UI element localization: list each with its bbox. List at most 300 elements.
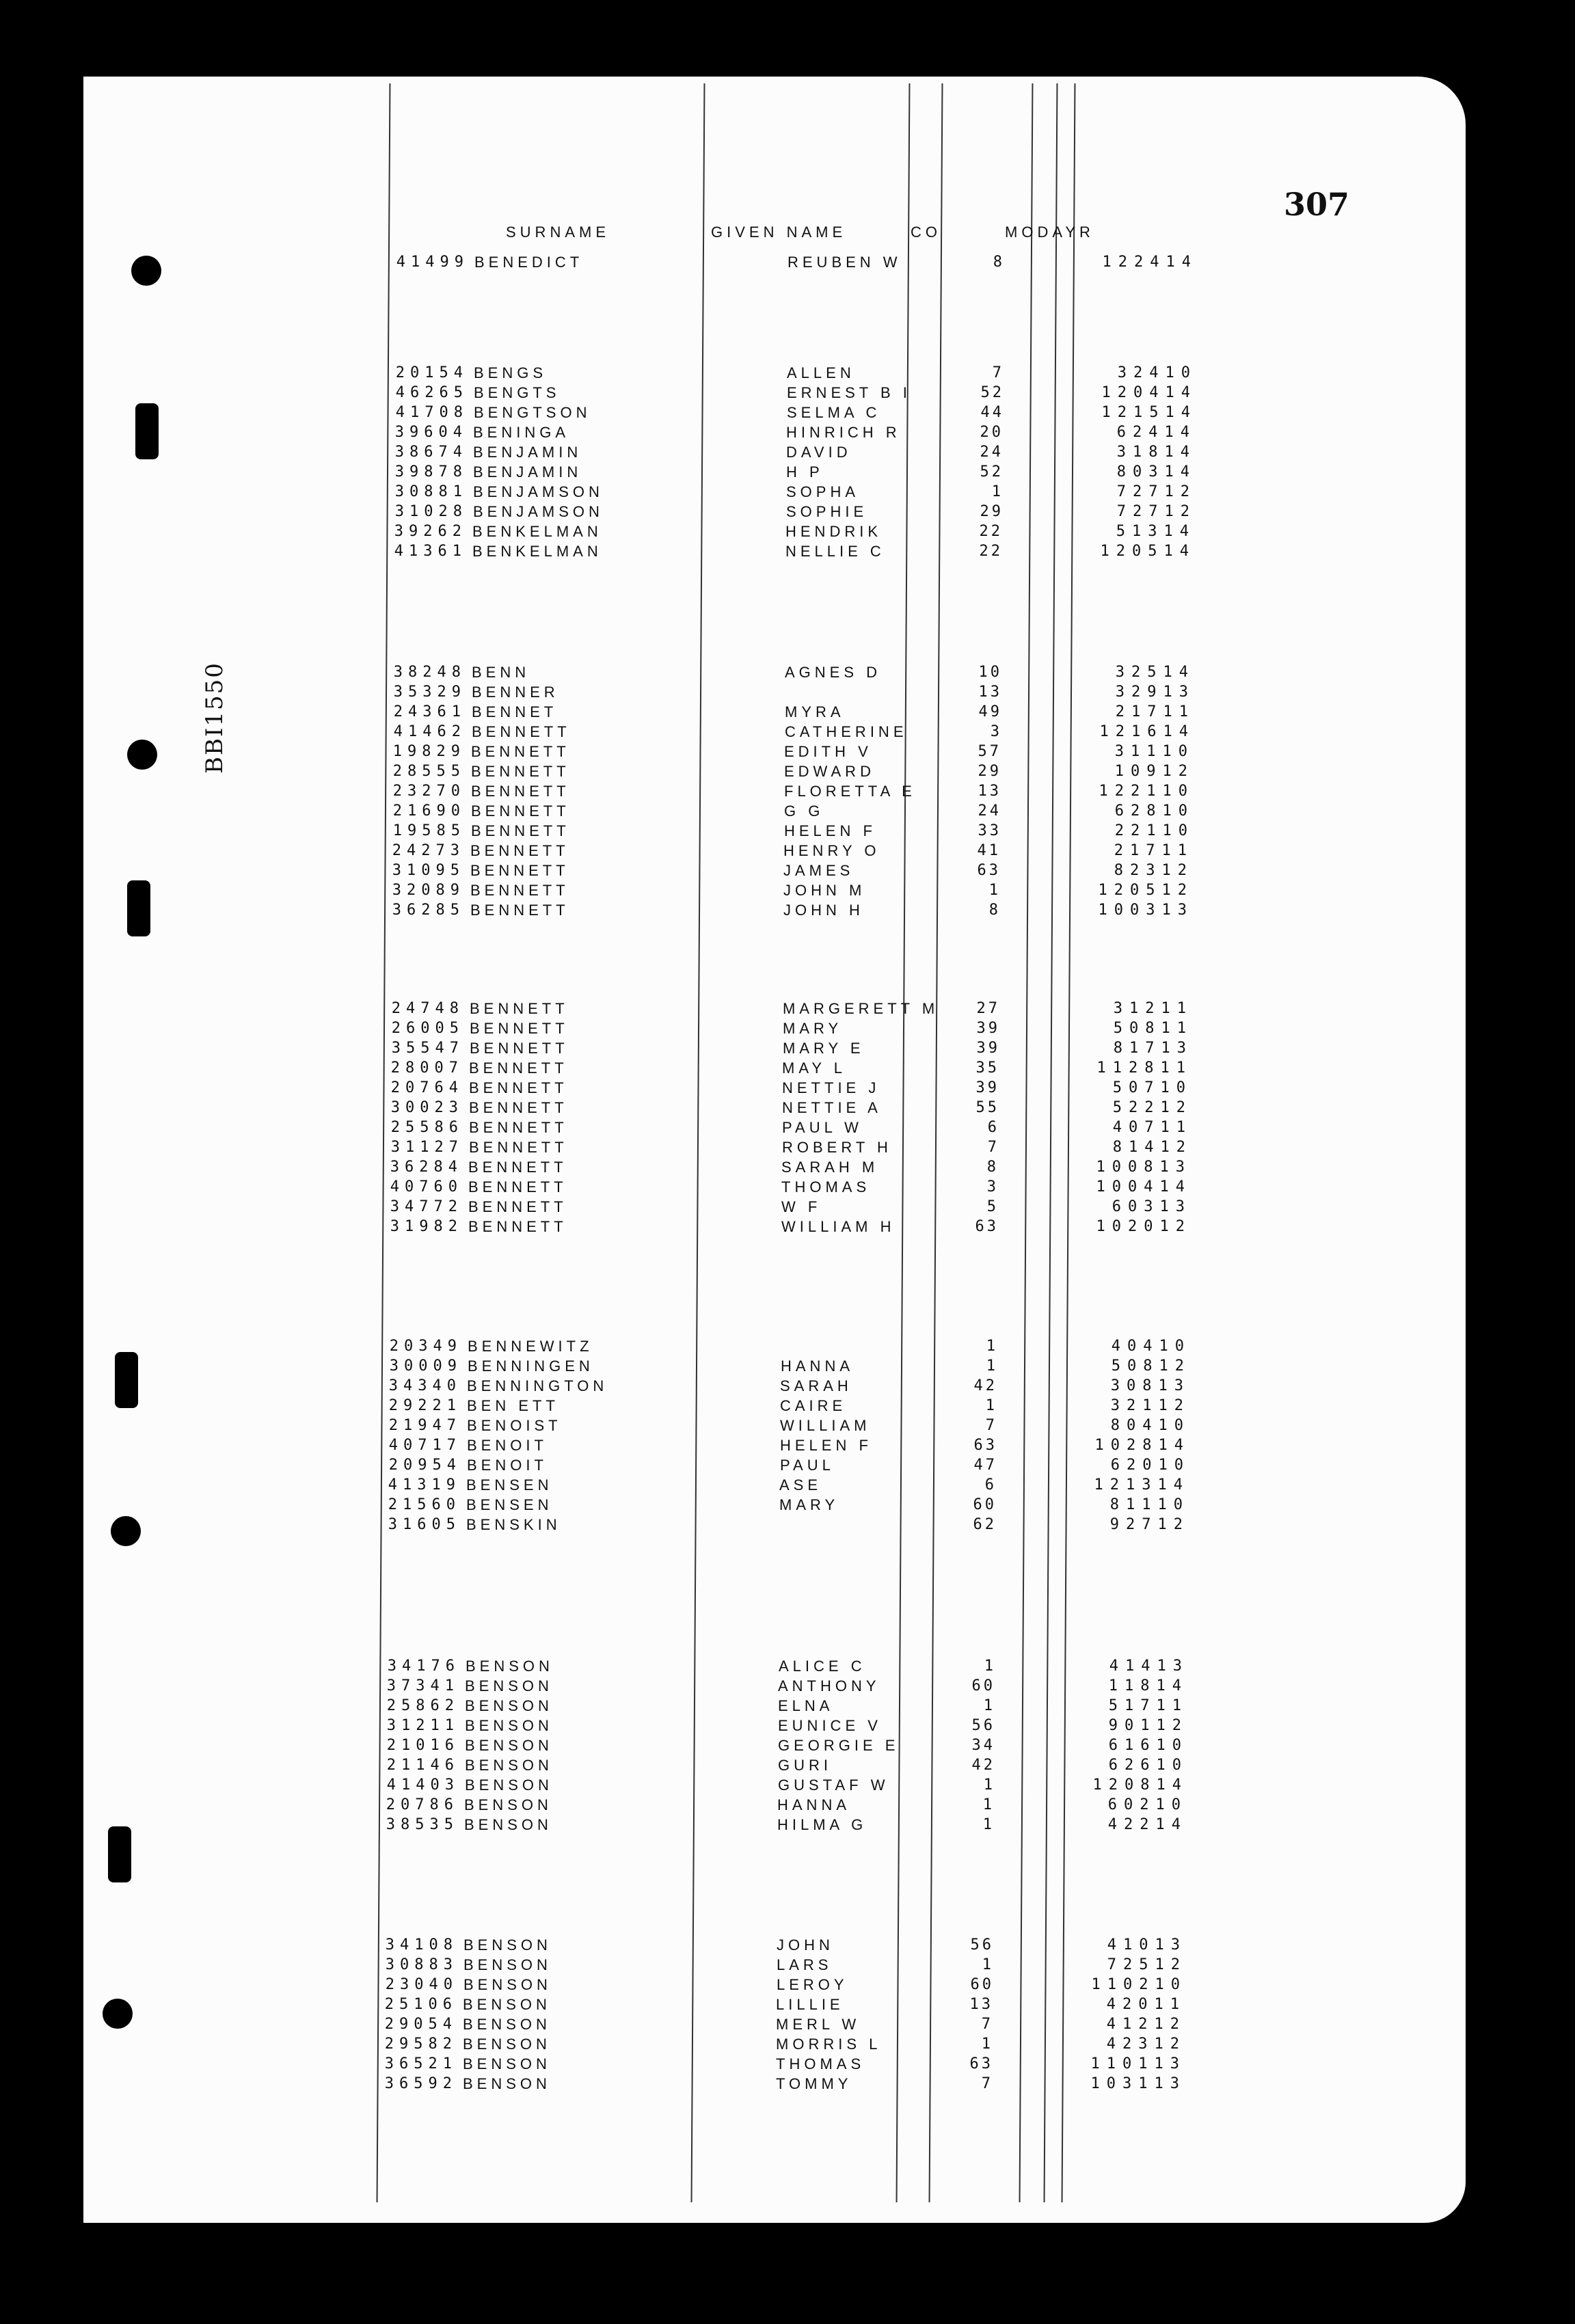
record-row [83,1657,1373,1676]
record-surname: BENSON [465,1677,553,1694]
record-given-name: EDWARD [784,763,875,780]
record-number: 25586 [390,1119,463,1136]
record-number: 41361 [394,543,467,560]
record-date: 121314 [1094,1476,1189,1494]
record-number: 39262 [394,523,467,540]
record-surname: BENNINGEN [468,1357,594,1375]
record-given-name: GEORGIE E [778,1737,900,1754]
record-county: 27 [976,1000,1000,1017]
record-county: 1 [983,1776,995,1794]
record-number: 31127 [390,1139,463,1156]
record-row [83,1396,1375,1416]
record-given-name: GUSTAF W [778,1776,889,1794]
record-row [83,1079,1377,1098]
record-county: 1 [988,882,1001,899]
record-surname: BENNETT [470,902,569,919]
record-county: 8 [993,254,1005,271]
record-row [83,502,1381,522]
record-given-name: NETTIE A [782,1099,882,1116]
record-surname: BENJAMSON [473,483,604,500]
record-given-name: HINRICH R [786,424,901,441]
record-given-name: AGNES D [785,664,882,681]
record-county: 60 [971,1677,995,1694]
record-surname: BENSON [463,1936,552,1954]
record-number: 41499 [396,254,469,271]
record-surname: BENNETT [471,802,570,820]
record-surname: BENNETT [470,842,569,859]
record-surname: BENNETT [468,1159,567,1176]
record-surname: BENKELMAN [472,523,602,540]
record-given-name: HANNA [777,1796,851,1813]
record-row [83,1436,1375,1455]
record-given-name: G G [784,802,824,820]
record-number: 29054 [384,2016,457,2033]
record-number: 31605 [388,1516,461,1533]
record-county: 8 [986,1159,999,1176]
record-date: 11814 [1108,1677,1188,1694]
record-row [83,1178,1376,1197]
record-county: 1 [986,1357,998,1375]
record-given-name: JAMES [783,862,854,879]
record-row [83,782,1379,801]
record-given-name: ASE [779,1476,822,1494]
record-number: 30883 [385,1956,458,1973]
record-given-name: DAVID [786,444,852,461]
record-row [83,999,1377,1018]
record-number: 20154 [395,364,468,381]
record-county: 1 [983,1697,995,1714]
record-given-name: MARY [783,1020,843,1037]
record-date: 62010 [1110,1457,1190,1474]
record-surname: BENJAMIN [473,463,582,481]
record-date: 120414 [1101,384,1197,401]
record-number: 30009 [389,1357,462,1375]
record-row [83,1677,1373,1696]
record-surname: BENSON [464,1796,552,1813]
record-row [83,1456,1375,1475]
record-number: 31211 [386,1717,459,1734]
record-date: 100414 [1096,1178,1192,1195]
record-number: 24748 [391,1000,464,1017]
record-row [83,364,1382,383]
record-date: 122414 [1102,254,1198,271]
record-surname: BENNETT [471,743,570,760]
record-county: 1 [982,1796,995,1813]
record-county: 39 [976,1020,1000,1037]
record-county: 1 [982,1956,994,1973]
record-given-name: ROBERT H [782,1139,892,1156]
record-date: 72512 [1107,1956,1187,1973]
record-given-name: THOMAS [781,1178,871,1195]
record-number: 41319 [388,1476,461,1494]
record-surname: BENSEN [466,1476,553,1494]
record-surname: BENSON [465,1717,553,1734]
record-number: 36284 [390,1159,463,1176]
record-county: 20 [980,424,1004,441]
record-surname: BENSON [465,1757,553,1774]
record-row [83,1815,1372,1835]
record-date: 51711 [1108,1697,1188,1714]
record-date: 42214 [1107,1816,1187,1833]
record-row [83,1956,1371,1975]
record-county: 42 [973,1377,997,1394]
record-surname: BENNETT [470,862,569,879]
record-date: 31211 [1113,1000,1193,1017]
record-county: 63 [975,1218,999,1235]
record-number: 28007 [390,1059,463,1077]
record-surname: BENSKIN [466,1516,561,1533]
record-surname: BENSON [463,2016,551,2033]
record-row [83,253,1382,272]
record-date: 40410 [1111,1338,1191,1355]
record-surname: BENSON [465,1697,553,1714]
record-number: 26005 [391,1020,464,1037]
record-given-name: SOPHA [786,483,860,500]
record-row [83,901,1378,920]
record-county: 29 [978,763,1001,780]
record-number: 37341 [386,1677,459,1694]
record-row [83,861,1378,880]
record-county: 52 [980,463,1004,481]
record-date: 81110 [1109,1496,1189,1513]
record-number: 34108 [385,1936,458,1954]
record-county: 5 [986,1198,999,1215]
record-date: 120512 [1098,882,1194,899]
record-number: 19585 [392,822,466,839]
record-number: 40760 [390,1178,463,1195]
record-row [83,1476,1374,1495]
record-number: 24361 [393,703,466,720]
record-date: 30813 [1110,1377,1190,1394]
record-given-name: MERL W [776,2016,861,2033]
record-number: 23040 [385,1976,458,1993]
record-given-name: ALLEN [787,364,855,381]
record-date: 72712 [1116,483,1196,500]
record-county: 22 [979,543,1003,560]
record-county: 63 [977,862,1001,879]
record-row [83,822,1379,841]
record-date: 62414 [1116,424,1196,441]
record-date: 21711 [1114,842,1194,859]
record-date: 41413 [1109,1658,1189,1675]
header-given-name: GIVEN NAME [711,224,847,241]
record-given-name: REUBEN W [788,254,902,271]
record-row [83,1796,1372,1815]
record-date: 90112 [1108,1717,1188,1734]
record-row [83,522,1380,541]
record-number: 23270 [392,783,466,800]
record-given-name: WILLIAM [780,1417,871,1434]
header-date: MODAYR [1005,224,1094,241]
record-surname: BENSON [463,2036,551,2053]
record-row [83,443,1381,462]
record-surname: BENSON [465,1776,553,1794]
record-date: 32913 [1115,684,1195,701]
record-county: 39 [975,1079,999,1096]
record-surname: BENGTS [474,384,561,401]
record-number: 21146 [386,1757,459,1774]
record-number: 36592 [384,2075,457,2092]
record-county: 1 [984,1658,996,1675]
record-number: 25862 [386,1697,459,1714]
record-date: 100313 [1098,902,1194,919]
record-county: 42 [971,1757,995,1774]
record-given-name: HENDRIK [785,523,883,540]
record-surname: BENNETT [468,1178,567,1195]
record-county: 1 [982,1816,995,1833]
record-given-name: HELEN F [784,822,876,839]
record-row [83,1039,1377,1058]
record-given-name: MAY L [782,1059,846,1077]
record-county: 7 [981,2075,993,2092]
record-number: 46265 [395,384,468,401]
record-row [83,1357,1375,1376]
record-given-name: PAUL [780,1457,835,1474]
record-given-name: HILMA G [777,1816,867,1833]
record-row [83,802,1379,821]
record-surname: BENKELMAN [472,543,602,560]
record-county: 3 [990,723,1002,740]
record-number: 34340 [388,1377,461,1394]
record-row [83,1059,1377,1078]
record-surname: BENSON [465,1737,553,1754]
record-date: 60210 [1107,1796,1187,1813]
record-date: 100813 [1096,1159,1192,1176]
record-surname: BENNETT [471,783,570,800]
record-number: 41462 [393,723,466,740]
record-county: 7 [992,364,1004,381]
record-county: 7 [981,2016,993,2033]
record-surname: BENOIT [467,1457,548,1474]
record-number: 19829 [392,743,466,760]
record-surname: BENNETT [470,1040,569,1057]
record-given-name: MARGERETT M [783,1000,939,1017]
record-date: 60313 [1112,1198,1192,1215]
record-surname: BENNETT [468,1218,567,1235]
record-row [83,1716,1373,1735]
record-row [83,683,1379,702]
record-given-name: SELMA C [787,404,881,421]
record-surname: BENJAMIN [473,444,582,461]
record-date: 40711 [1112,1119,1192,1136]
record-given-name: EDITH V [784,743,872,760]
record-row [83,841,1378,861]
record-county: 1 [986,1338,998,1355]
record-date: 81412 [1112,1139,1192,1156]
record-given-name: HENRY O [783,842,880,859]
record-surname: BENOIT [467,1437,548,1454]
record-given-name: EUNICE V [778,1717,882,1734]
record-given-name: SARAH [780,1377,852,1394]
record-row [83,1416,1375,1435]
record-date: 112811 [1096,1059,1192,1077]
record-given-name: TOMMY [776,2075,852,2092]
record-county: 1 [991,483,1004,500]
record-number: 40717 [388,1437,461,1454]
record-surname: BENNETT [468,1198,567,1215]
record-date: 52212 [1112,1099,1192,1116]
record-surname: BENNETT [469,1059,568,1077]
record-county: 1 [985,1397,997,1414]
record-number: 38248 [393,664,466,681]
record-surname: BENNETT [470,1020,569,1037]
record-number: 24273 [392,842,465,859]
record-surname: BENEDICT [474,254,584,271]
record-date: 61610 [1108,1737,1188,1754]
page-number: 307 [1283,186,1349,223]
record-given-name: PAUL W [782,1119,863,1136]
record-county: 6 [984,1476,997,1494]
record-surname: BENNETT [469,1139,568,1156]
record-date: 81713 [1113,1040,1193,1057]
record-date: 32410 [1117,364,1197,381]
record-county: 60 [973,1496,997,1513]
record-row [83,463,1381,482]
record-number: 31028 [394,503,468,520]
record-county: 22 [979,523,1003,540]
record-row [83,722,1379,742]
record-row [83,1515,1374,1535]
record-number: 35547 [391,1040,464,1057]
record-date: 72712 [1116,503,1196,520]
record-date: 32514 [1115,664,1195,681]
record-county: 63 [969,2055,993,2072]
record-row [83,1756,1373,1775]
record-row [83,1138,1377,1157]
record-given-name: NETTIE J [782,1079,880,1096]
record-county: 13 [978,783,1001,800]
record-county: 24 [978,802,1001,820]
record-row [83,2075,1371,2094]
record-number: 38535 [386,1816,459,1833]
record-county: 34 [971,1737,995,1754]
record-date: 32112 [1110,1397,1190,1414]
record-given-name: SARAH M [781,1159,879,1176]
record-date: 62610 [1108,1757,1188,1774]
record-row [83,1217,1376,1237]
record-row [83,703,1379,722]
record-county: 29 [980,503,1004,520]
record-number: 31095 [392,862,465,879]
record-row [83,1118,1377,1137]
record-county: 52 [980,384,1004,401]
record-surname: BENSON [463,2075,551,2092]
record-number: 21947 [388,1417,461,1434]
record-given-name: CAIRE [780,1397,847,1414]
record-given-name: NELLIE C [785,543,885,560]
record-number: 39604 [394,424,468,441]
record-date: 42312 [1106,2036,1186,2053]
record-surname: BENNETT [469,1099,568,1116]
record-county: 49 [978,703,1002,720]
record-number: 38674 [394,444,468,461]
record-number: 36521 [384,2055,457,2072]
record-surname: BENSON [466,1658,554,1675]
record-given-name: LARS [777,1956,833,1973]
record-date: 80314 [1116,463,1196,481]
record-date: 50812 [1111,1357,1191,1375]
record-date: 103113 [1090,2075,1186,2092]
record-surname: BEN ETT [467,1397,559,1414]
record-number: 20954 [388,1457,461,1474]
record-number: 39878 [394,463,468,481]
record-number: 28555 [392,763,466,780]
record-date: 121614 [1099,723,1195,740]
record-row [83,403,1382,422]
record-row [83,1098,1377,1118]
record-given-name: LEROY [777,1976,848,1993]
record-date: 122110 [1099,783,1194,800]
record-number: 21690 [392,802,466,820]
record-date: 50710 [1112,1079,1192,1096]
record-given-name: MORRIS L [776,2036,882,2053]
record-number: 34772 [390,1198,463,1215]
record-given-name: MYRA [785,703,845,720]
record-number: 41403 [386,1776,459,1794]
record-surname: BENNET [472,703,558,720]
record-row [83,1158,1376,1177]
binder-slot [108,1826,131,1882]
record-given-name: THOMAS [776,2055,865,2072]
record-date: 92712 [1109,1516,1189,1533]
record-date: 50811 [1113,1020,1193,1037]
record-date: 42011 [1106,1996,1186,2013]
record-row [83,742,1379,761]
record-surname: BENOIST [467,1417,562,1434]
record-county: 62 [973,1516,997,1533]
record-date: 10912 [1114,763,1194,780]
record-county: 57 [978,743,1001,760]
record-given-name: ALICE C [779,1658,866,1675]
record-date: 41212 [1106,2016,1186,2033]
record-row [83,1936,1371,1955]
record-county: 6 [987,1119,999,1136]
record-row [83,1496,1374,1515]
record-county: 56 [970,1936,994,1954]
record-number: 20349 [389,1338,462,1355]
record-date: 82312 [1114,862,1194,879]
record-given-name: CATHERINE [785,723,908,740]
record-county: 24 [980,444,1004,461]
ledger-page [83,77,1466,2223]
record-surname: BENNER [472,684,559,701]
record-given-name: H P [786,463,824,481]
record-county: 44 [980,404,1004,421]
record-surname: BENN [472,664,530,681]
record-given-name: HANNA [781,1357,854,1375]
record-given-name: HELEN F [780,1437,872,1454]
record-given-name: MARY E [783,1040,865,1057]
record-given-name: ERNEST B I [787,384,911,401]
record-row [83,1736,1373,1755]
record-number: 30023 [390,1099,463,1116]
record-date: 22110 [1114,822,1194,839]
record-given-name: JOHN H [783,902,864,919]
record-date: 62810 [1114,802,1194,820]
record-date: 121514 [1101,404,1197,421]
record-county: 13 [978,684,1002,701]
record-county: 63 [973,1437,997,1454]
record-surname: BENINGA [473,424,570,441]
record-row [83,1198,1376,1217]
record-given-name: LILLIE [776,1996,844,2013]
record-surname: BENNETT [472,723,571,740]
record-county: 10 [978,664,1002,681]
record-row [83,1975,1371,1995]
record-row [83,423,1381,442]
record-surname: BENSON [463,1976,552,1993]
record-number: 29582 [384,2036,457,2053]
